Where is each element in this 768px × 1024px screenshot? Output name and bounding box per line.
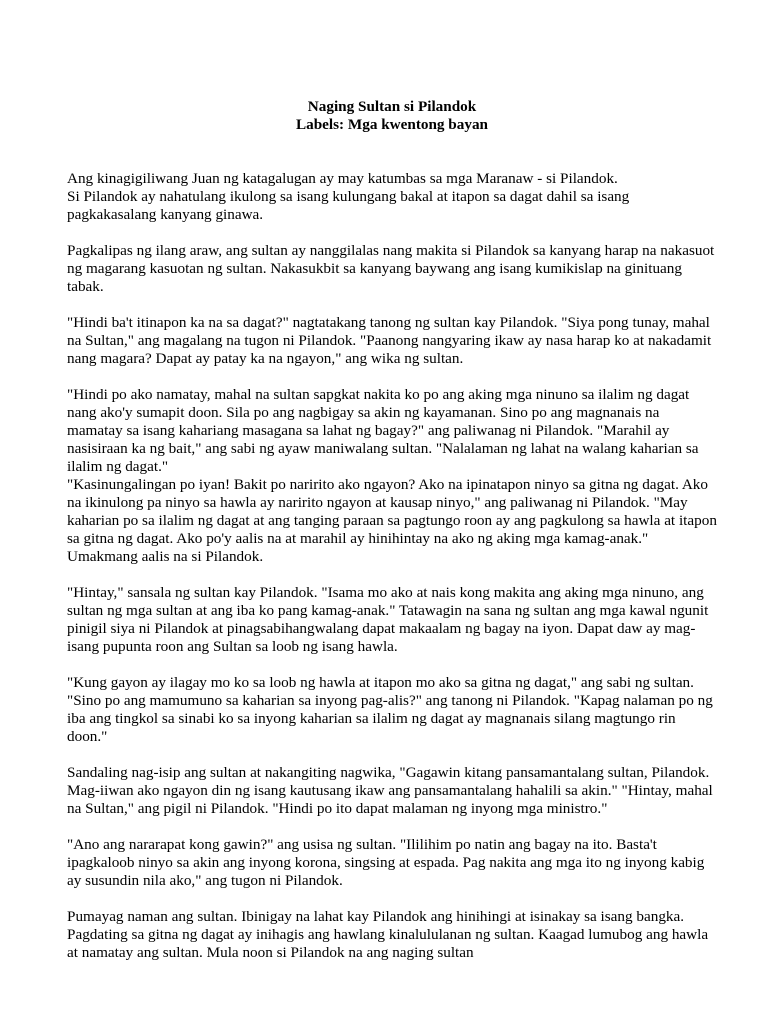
text-line: "Kung gayon ay ilagay mo ko sa loob ng hawla at itapon mo ako sa gitna ng dagat," ang sabi ng sultan. [67, 674, 694, 691]
text-line: pagkakasalang kanyang ginawa. [67, 206, 264, 223]
text-line: "Hintay," sansala ng sultan kay Pilandok. "Isama mo ako at nais kong makita ang aking mga ninuno, ang [67, 584, 704, 601]
text-line: nang magara? Dapat ay patay ka na ngayon," ang wika ng sultan. [67, 350, 464, 367]
text-line: Pagdating sa gitna ng dagat ay inihagis ang hawlang kinalululanan ng sultan. Kaagad lumubog ang hawla [67, 926, 709, 943]
text-line: nasisiraan ka ng bait," ang sabi ng ayaw maniwalang sultan. "Nalalaman ng lahat na walang kaharian sa [67, 440, 699, 457]
text-line: "Kasinungalingan po iyan! Bakit po naririto ako ngayon? Ako na ipinatapon ninyo sa gitna ng dagat. Ako [67, 476, 708, 493]
text-line: Pumayag naman ang sultan. Ibinigay na lahat kay Pilandok ang hinihingi at isinakay sa isang bangka. [67, 908, 685, 925]
text-line: ilalim ng dagat." [67, 458, 169, 475]
paragraph [67, 386, 717, 566]
text-line: "Hindi po ako namatay, mahal na sultan sapgkat nakita ko po ang aking mga ninuno sa ilalim ng dagat [67, 386, 690, 403]
text-line: tabak. [67, 278, 104, 295]
document-labels: Labels: Mga kwentong bayan [296, 116, 488, 133]
text-line: Mag-iiwan ako ngayon din ng isang kautusang ikaw ang pansamantalang hahalili sa akin." "Hintay, mahal [67, 782, 713, 799]
document-body [67, 170, 717, 962]
text-line: doon." [67, 728, 108, 745]
text-line: ng magarang kasuotan ng sultan. Nakasukbit sa kanyang baywang ang isang kumikislap na ginituang [67, 260, 682, 277]
text-line: nang ako'y sumapit doon. Sila po ang nagbigay sa akin ng kayamanan. Sino po ang magnanais na [67, 404, 660, 421]
paragraph [67, 314, 717, 368]
text-line: na ikinulong pa ninyo sa hawla ay naririto ngayon at kausap ninyo," ang paliwanag ni Pilandok. "May [67, 494, 688, 511]
paragraph [67, 836, 717, 890]
text-line: sultan ng mga sultan at ang iba ko pang kamag-anak." Tatawagin na sana ng sultan ang mga kawal ngunit [67, 602, 709, 619]
document-header [67, 98, 717, 134]
text-line: "Hindi ba't itinapon ka na sa dagat?" nagtatakang tanong ng sultan kay Pilandok. "Siya pong tunay, mahal [67, 314, 710, 331]
paragraph [67, 170, 717, 224]
paragraph [67, 908, 717, 962]
text-line: isang pupunta roon ang Sultan sa loob ng isang hawla. [67, 638, 398, 655]
text-line: Umakmang aalis na si Pilandok. [67, 548, 264, 565]
text-line: "Sino po ang mamumuno sa kaharian sa inyong pag-alis?" ang tanong ni Pilandok. "Kapag nalaman po ng [67, 692, 713, 709]
text-line: Si Pilandok ay nahatulang ikulong sa isang kulungang bakal at itapon sa dagat dahil sa isang [67, 188, 630, 205]
document-page [67, 98, 717, 980]
text-line: kaharian po sa ilalim ng dagat at ang tanging paraan sa pagtungo roon ay ang pagkulong sa hawla at itapon [67, 512, 717, 529]
text-line: Pagkalipas ng ilang araw, ang sultan ay nanggilalas nang makita si Pilandok sa kanyang harap na nakasuot [67, 242, 715, 259]
text-line: ay susundin nila ako," ang tugon ni Pilandok. [67, 872, 343, 889]
paragraph [67, 584, 717, 656]
text-line: pinigil siya ni Pilandok at pinagsabihangwalang dapat makaalam ng bagay na iyon. Dapat daw ay mag- [67, 620, 696, 637]
paragraph [67, 764, 717, 818]
text-line: ipagkaloob ninyo sa akin ang inyong korona, singsing at espada. Pag nakita ang mga ito ng inyong kabig [67, 854, 705, 871]
paragraph [67, 242, 717, 296]
text-line: na Sultan," ang pigil ni Pilandok. "Hindi po ito dapat malaman ng inyong mga ministro." [67, 800, 608, 817]
text-line: na Sultan," ang magalang na tugon ni Pilandok. "Paanong nangyaring ikaw ay nasa harap ko at nakadamit [67, 332, 712, 349]
text-line: sa gitna ng dagat. Ako po'y aalis na at marahil ay hinihintay na ako ng aking mga kamag-anak." [67, 530, 649, 547]
text-line: Sandaling nag-isip ang sultan at nakangiting nagwika, "Gagawin kitang pansamantalang sultan, Pilandok. [67, 764, 710, 781]
text-line: at namatay ang sultan. Mula noon si Pilandok na ang naging sultan [67, 944, 474, 961]
text-line: mamatay sa isang kahariang masagana sa lahat ng bagay?" ang paliwanag ni Pilandok. "Marahil ay [67, 422, 670, 439]
paragraph [67, 674, 717, 746]
text-line: Ang kinagigiliwang Juan ng katagalugan ay may katumbas sa mga Maranaw - si Pilandok. [67, 170, 618, 187]
text-line: iba ang tingkol sa sinabi ko sa inyong kaharian sa ilalim ng dagat ay magnanais silang magtungo rin [67, 710, 676, 727]
text-line: "Ano ang nararapat kong gawin?" ang usisa ng sultan. "Ililihim po natin ang bagay na ito. Basta't [67, 836, 657, 853]
document-title: Naging Sultan si Pilandok [307, 98, 477, 115]
